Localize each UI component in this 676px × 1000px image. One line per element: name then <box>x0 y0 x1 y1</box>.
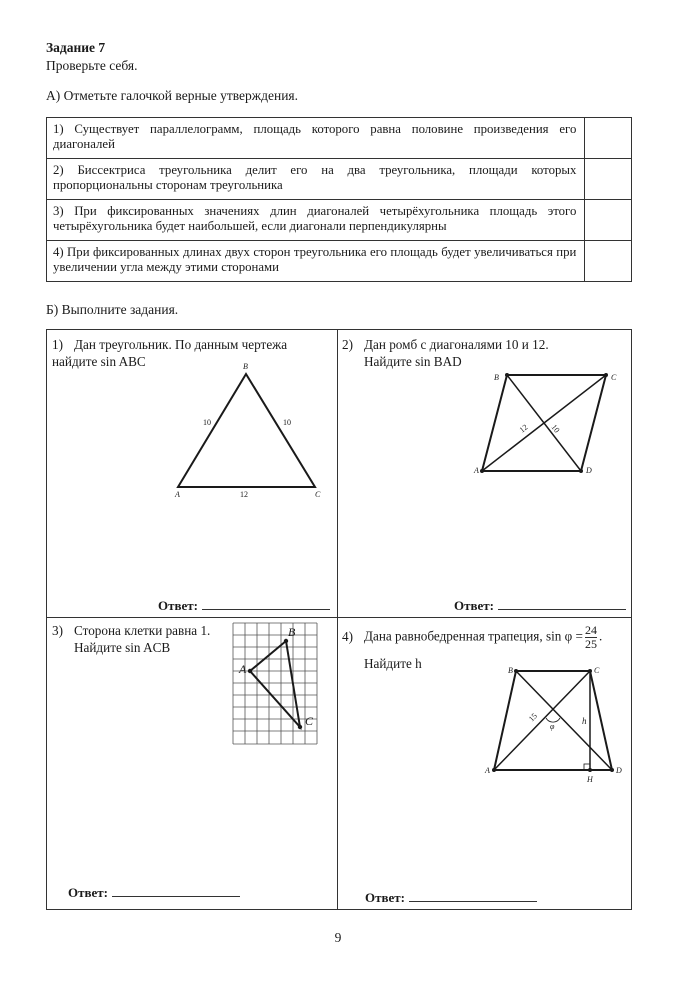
vertex-label-d: D <box>616 766 622 775</box>
vertex-label-b: B <box>508 666 513 675</box>
fraction-denominator: 25 <box>585 637 597 651</box>
vertex-point <box>298 725 302 729</box>
side-label-ab: 10 <box>203 418 211 427</box>
diagonal-bd <box>507 375 581 471</box>
trapezoid-abcd <box>494 671 612 770</box>
trapezoid-figure <box>484 666 622 784</box>
problem-number: 2) <box>342 337 353 352</box>
vertex-point <box>579 469 583 473</box>
statement-text: 1) Существует параллелограмм, площадь которого равна половине произведения его диагоналей <box>47 118 585 159</box>
fraction-numerator: 24 <box>585 623 597 637</box>
vertex-label-c: C <box>315 490 321 499</box>
vertex-point <box>284 639 288 643</box>
triangle-figure <box>174 362 321 499</box>
side-label-bc: 10 <box>283 418 291 427</box>
vertex-point <box>505 373 509 377</box>
vertex-label-a: A <box>175 490 180 499</box>
rhombus-figure <box>473 373 617 475</box>
vertex-point <box>514 669 518 673</box>
vertex-label-c: C <box>594 666 600 675</box>
angle-label-phi: φ <box>550 722 555 731</box>
vertex-label-a: A <box>239 662 247 676</box>
statement-text: 2) Биссектриса треугольника делит его на два треугольника, площади которых пропорциональны сторонам треугольника <box>47 159 585 200</box>
page-number: 9 <box>334 930 342 945</box>
problem-statement: Сторона клетки равна 1. <box>74 623 211 638</box>
vertex-point <box>248 669 252 673</box>
vertex-label-b: B <box>243 362 248 371</box>
vertex-point <box>588 669 592 673</box>
vertex-label-c: C <box>305 714 314 728</box>
diagonal-label-15: 15 <box>526 711 539 724</box>
vertex-point <box>604 373 608 377</box>
vertex-label-c: C <box>611 373 617 382</box>
vertex-label-a: A <box>485 766 490 775</box>
problem-number: 4) <box>342 628 353 644</box>
triangle-abc-on-grid <box>250 641 300 727</box>
grid-triangle-figure <box>233 623 317 744</box>
vertex-label-h: H <box>587 775 593 784</box>
problem-number: 1) <box>52 337 63 352</box>
answer-label: Ответ: <box>454 598 495 613</box>
height-label-h: h <box>582 716 587 726</box>
side-label-ac: 12 <box>240 490 248 499</box>
problem-number: 3) <box>52 623 63 638</box>
answer-label: Ответ: <box>158 598 199 613</box>
diagonal-label-10: 10 <box>549 422 562 435</box>
vertex-label-b: B <box>494 373 499 382</box>
answer-label: Ответ: <box>68 885 109 900</box>
problem-question: Найдите sin ACB <box>74 640 171 655</box>
task-instruction: Проверьте себя. <box>46 58 138 73</box>
diagonal-label-12: 12 <box>517 422 530 435</box>
vertex-label-d: D <box>586 466 592 475</box>
vertex-point <box>610 768 614 772</box>
vertex-point <box>492 768 496 772</box>
vertex-label-b: B <box>288 625 296 639</box>
problem-4-text: 4) Дана равнобедренная трапеция, sin φ = $\frac{24}{25}$ . Найдите h <box>342 624 627 672</box>
problem-statement: Дан треугольник. По данным чертежа найдите sin ABC <box>52 337 288 369</box>
problem-question: Найдите sin BAD <box>364 354 462 369</box>
problem-question: Найдите h <box>364 656 422 671</box>
problem-statement: Дана равнобедренная трапеция, sin φ = <box>364 628 583 644</box>
vertex-point <box>480 469 484 473</box>
diagonal-ac <box>494 671 590 770</box>
vertex-label-a: A <box>474 466 479 475</box>
problem-statement: Дан ромб с диагоналями 10 и 12. <box>364 337 549 352</box>
section-a-heading: А) Отметьте галочкой верные утверждения. <box>46 88 299 103</box>
answer-label: Ответ: <box>365 890 406 905</box>
triangle-abc <box>178 374 315 487</box>
statement-text: 3) При фиксированных значениях длин диагоналей четырёхугольника площадь этого четырёхугольника будет наибольшей, если диагонали перпендикулярны <box>47 200 585 241</box>
section-b-heading: Б) Выполните задания. <box>46 302 179 317</box>
task-title: Задание 7 <box>46 40 106 55</box>
statement-text: 4) При фиксированных длинах двух сторон треугольника его площадь будет увеличиваться при увеличении угла между этими сторонами <box>47 241 585 282</box>
vertex-point <box>588 768 592 772</box>
